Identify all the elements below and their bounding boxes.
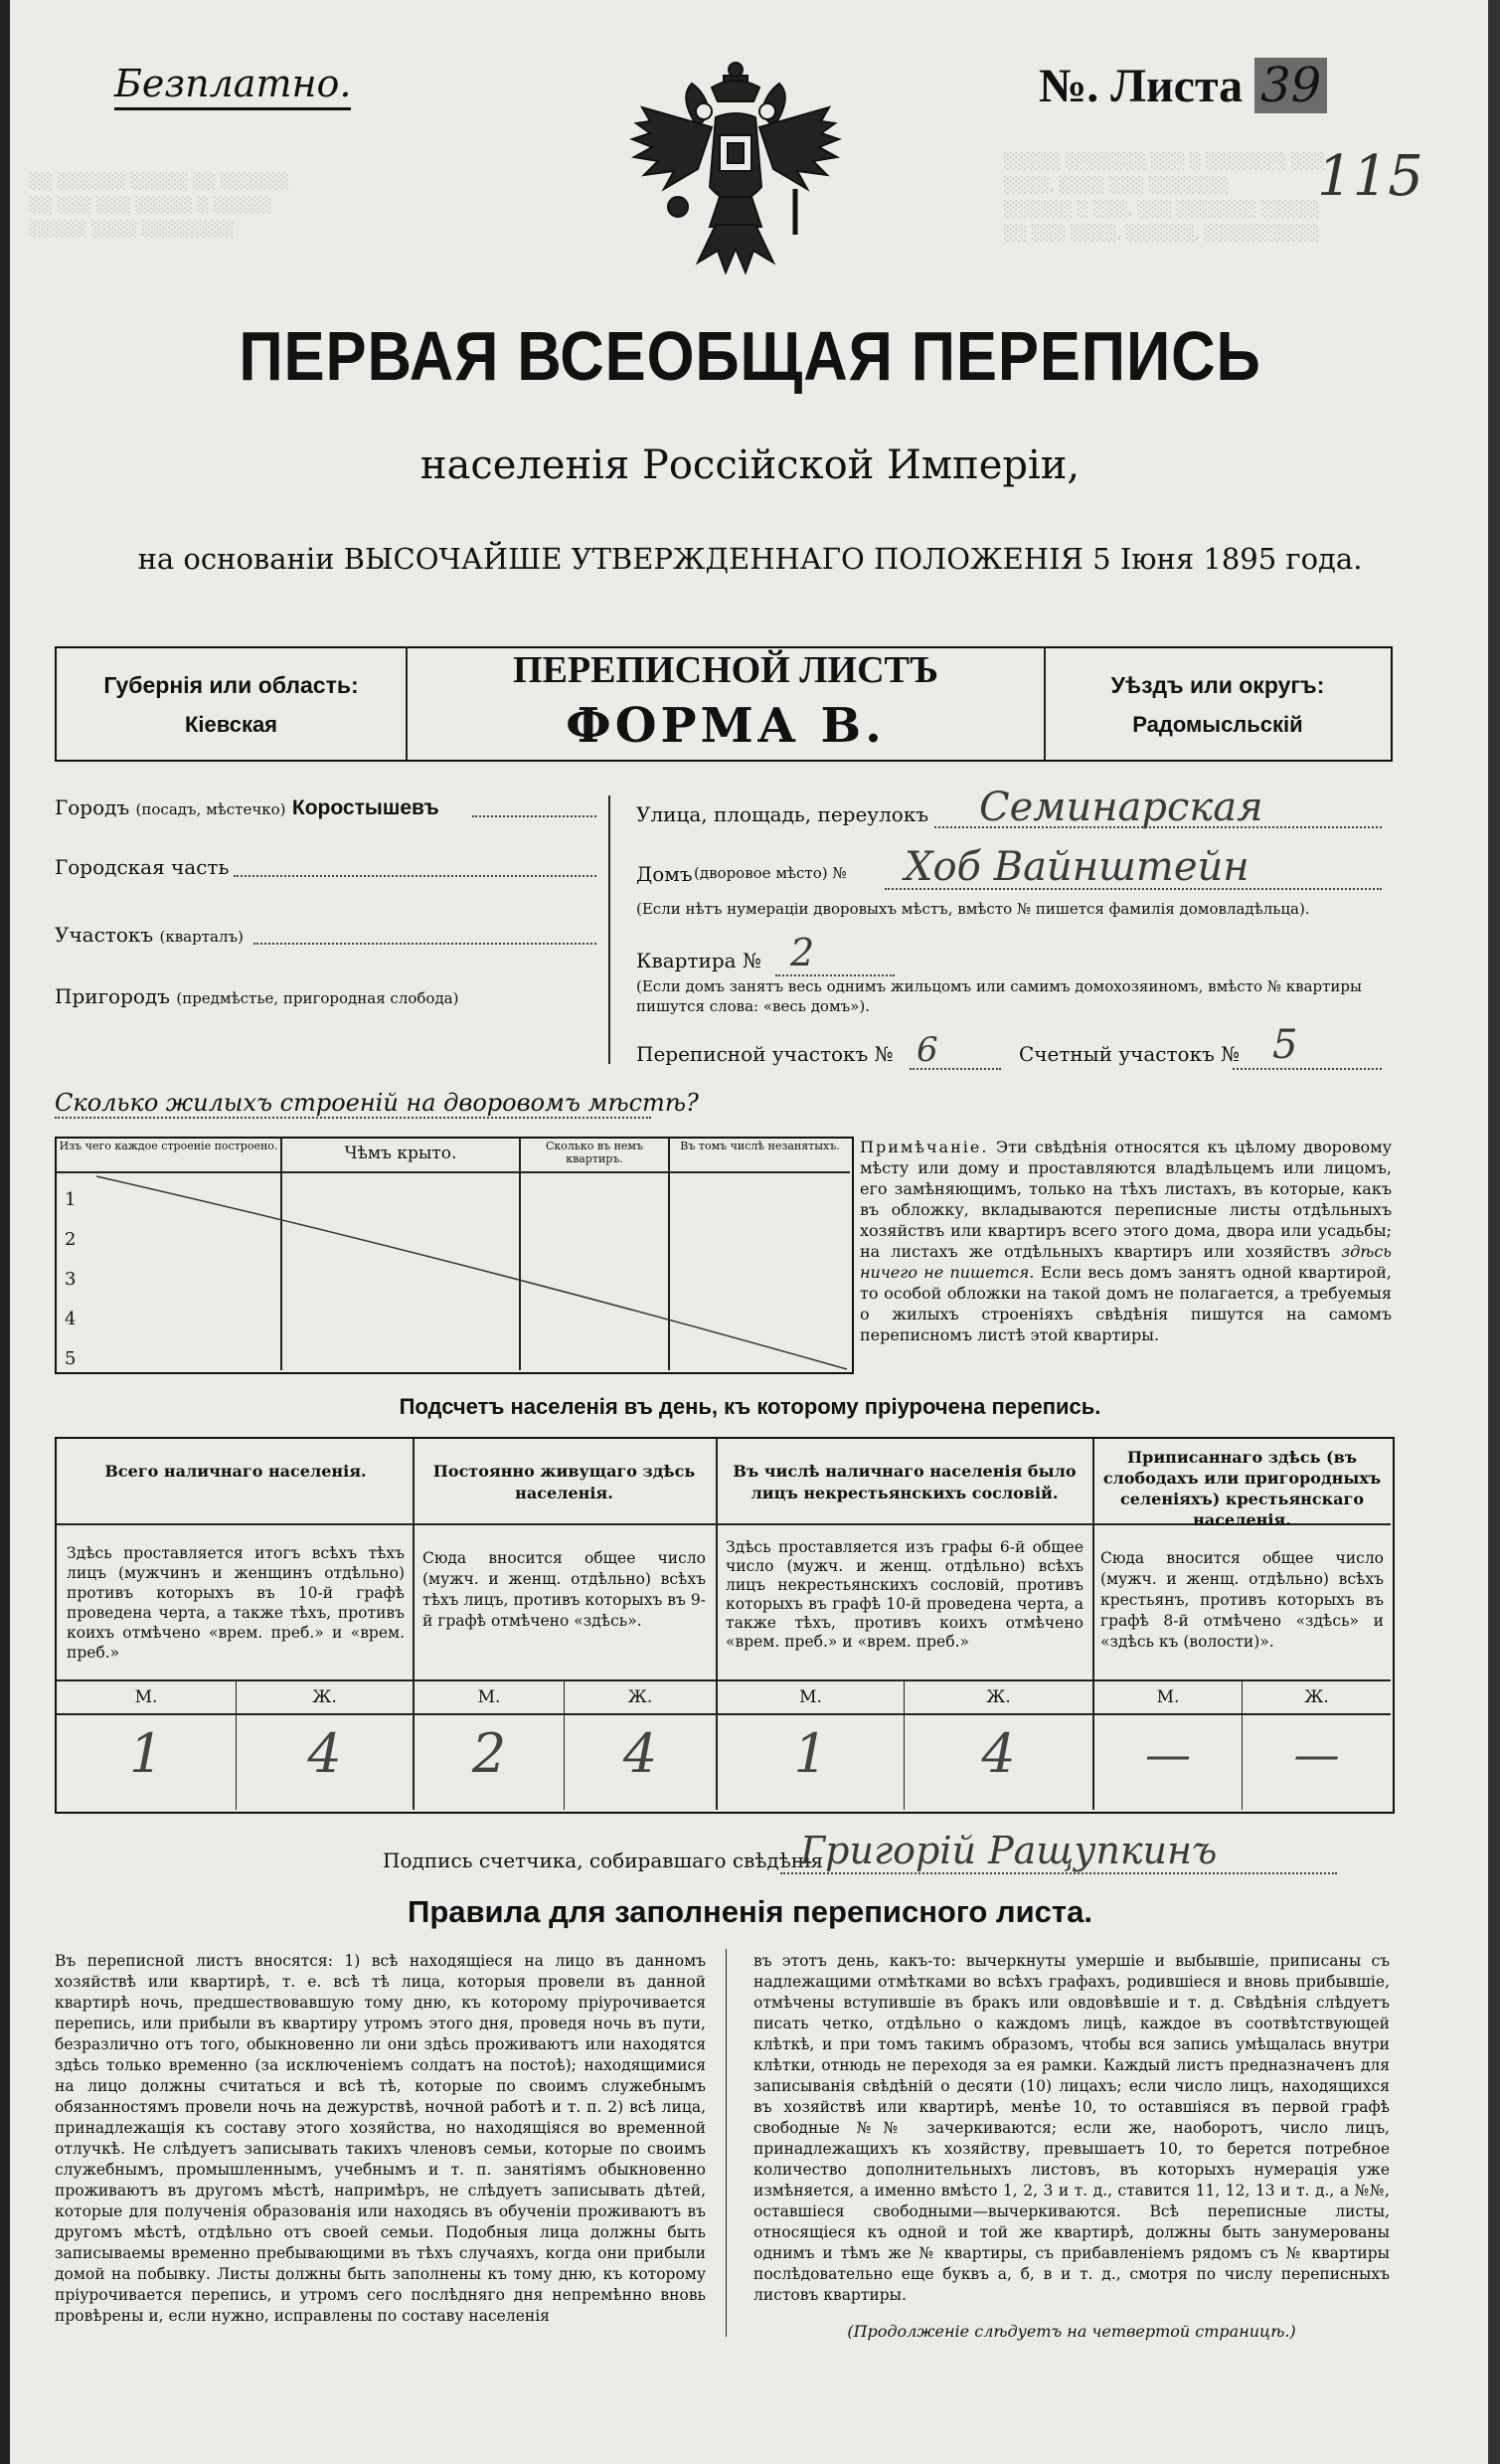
- note-text-italic: здѣсь ничего не пишется.: [860, 1242, 1392, 1282]
- city-row: [55, 795, 596, 820]
- form-title: ПЕРЕПИСНОЙ ЛИСТЪ: [513, 649, 938, 691]
- tally-col3-f-label: Ж.: [986, 1687, 1011, 1707]
- rules-continued-note: (Продолженіе слѣдуетъ на четвертой страницѣ.): [847, 2322, 1296, 2341]
- signature-label: Подпись счетчика, собиравшаго свѣдѣнія: [383, 1848, 824, 1872]
- buildings-table: [55, 1137, 854, 1374]
- census-area-value: 6: [917, 1030, 938, 1070]
- census-area-label: Переписной участокъ №: [636, 1042, 894, 1066]
- free-label: Безплатно.: [114, 62, 351, 110]
- suburb-hint: (предмѣстье, пригородная слобода): [176, 989, 459, 1007]
- imperial-eagle-emblem: [616, 58, 855, 296]
- buildings-row-2: 2: [65, 1229, 77, 1250]
- apartment-note: (Если домъ занятъ весь однимъ жильцомъ или самимъ домохозяиномъ, вмѣсто № квартиры пишутся слова: «весь домъ»).: [636, 977, 1362, 1015]
- bleed-through-right: ░░░░░ ░░░░░░░ ░░░ ░ ░░░░░░░ ░░░ ░░░░, ░░░░ ░░░ ░░░░░░░ ░░░░░░ ░ ░░░, ░░░ ░░░░░░░ ░░░░░ ░░ ░░░ ░░░░, ░░░░░░, ░░░░░░░░░░: [1004, 152, 1326, 242]
- buildings-strike-line: [57, 1139, 852, 1372]
- buildings-row-5: 5: [65, 1348, 77, 1369]
- tally-col1-head: Всего наличнаго населенія.: [104, 1462, 367, 1481]
- rules-left-column: Въ переписной листъ вносятся: 1) всѣ находящіеся на лицо въ данномъ хозяйствѣ или квартирѣ, т. е. всѣ тѣ лица, которыя провели въ данной квартирѣ ночь, предшествовавшую тому дню, къ которому пріурочивается перепись, или прибыли въ квартиру утромъ этого дня, проведя ночь въ пути, безразлично отъ того, обыкновенно ли они здѣсь проживаютъ или находятся здѣсь только временно (за исключеніемъ солдатъ на постоѣ); находящимися на лицо должны считаться и всѣ тѣ, которые по своимъ служебнымъ обязанностямъ провели ночь на дежурствѣ, ночной работѣ и т. п. 2) всѣ лица, принадлежащія къ составу этого хозяйства, но находящіяся во временной отлучкѣ. Не слѣдуетъ записывать такихъ членовъ семьи, которые по своимъ служебнымъ, промышленнымъ, учебнымъ и т. п. занятіямъ обыкновенно проживаютъ въ другомъ мѣстѣ, напримѣръ, не слѣдуетъ записывать дѣтей, которые для полученія образованія или находясь въ обученіи проживаютъ въ другомъ мѣстѣ, отдѣльно отъ своей семьи. Подобныя лица должны быть записываемы временно пребывающими въ тѣхъ случаяхъ, когда они прибыли домой на побывку. Листы должны быть заполнены къ тому дню, къ которому пріурочивается перепись, и утромъ сего послѣдняго дня непремѣнно вновь провѣрены и, если нужно, исправлены по составу населенія: [55, 1952, 706, 2325]
- tally-col1-m-value: 1: [128, 1722, 164, 1785]
- house-label: Домъ: [636, 862, 693, 886]
- tally-col4-m-value: —: [1145, 1727, 1191, 1781]
- house-hint: (дворовое мѣсто) №: [694, 864, 847, 882]
- tally-col2-m-label: М.: [477, 1687, 501, 1707]
- city-value: Коростышевъ: [291, 796, 439, 819]
- sheet-number-label: №. Листа: [1039, 60, 1244, 112]
- sheet-number: [1039, 58, 1327, 113]
- district-label: Уѣздъ или округъ:: [1110, 672, 1325, 698]
- handwritten-sheet-number: 115: [1317, 144, 1423, 209]
- rules-title: Правила для заполненія переписного листа.: [408, 1894, 1092, 1929]
- scan-edge-left: [0, 0, 10, 2464]
- tally-col4-head: Приписаннаго здѣсь (въ слободахъ или пригородныхъ селеніяхъ) крестьянскаго населенія.: [1102, 1448, 1382, 1529]
- city-label: Городъ: [55, 795, 130, 819]
- province-label: Губернія или область:: [103, 672, 359, 698]
- page-subtitle: населенія Россійской Имперіи,: [419, 442, 1081, 488]
- sheet-number-value: 39: [1254, 58, 1327, 113]
- city-part-label: Городская часть: [55, 855, 230, 879]
- tally-col2-f-value: 4: [622, 1722, 658, 1785]
- buildings-row-3: 3: [65, 1269, 77, 1290]
- signature-value: Григорій Ращупкинъ: [800, 1829, 1218, 1872]
- apartment-value: 2: [790, 931, 815, 974]
- areas-row: [636, 1022, 1392, 1078]
- tally-col1-f-value: 4: [307, 1722, 342, 1785]
- buildings-col-apartments: Сколько въ немъ квартиръ.: [546, 1140, 643, 1165]
- counting-area-label: Счетный участокъ №: [1019, 1042, 1241, 1066]
- tally-col2-m-value: 2: [471, 1722, 507, 1785]
- signature-row: [383, 1829, 1387, 1884]
- tally-table: [55, 1437, 1395, 1814]
- counting-area-value: 5: [1272, 1022, 1298, 1068]
- buildings-col-material: Изъ чего каждое строеніе построено.: [59, 1140, 278, 1152]
- tally-col2-head: Постоянно живущаго здѣсь населенія.: [432, 1462, 696, 1502]
- buildings-row-1: 1: [65, 1189, 77, 1210]
- scan-edge-right: [1488, 0, 1500, 2464]
- buildings-question: Сколько жилыхъ строеній на дворовомъ мѣстѣ?: [55, 1089, 699, 1117]
- tally-col4-m-label: М.: [1156, 1687, 1180, 1707]
- buildings-row-4: 4: [65, 1309, 77, 1329]
- apartment-row: [636, 931, 1392, 978]
- precinct-label: Участокъ: [55, 923, 154, 947]
- tally-col3-head: Въ числѣ наличнаго населенія было лицъ некрестьянскихъ сословій.: [733, 1462, 1077, 1502]
- buildings-col-vacant: Въ томъ числѣ незанятыхъ.: [680, 1140, 840, 1152]
- tally-col1-m-label: М.: [134, 1687, 158, 1707]
- city-part-row: [55, 855, 596, 879]
- buildings-col-roof: Чѣмъ крыто.: [344, 1144, 457, 1163]
- tally-col4-f-label: Ж.: [1304, 1687, 1329, 1707]
- suburb-label: Пригородъ: [55, 984, 170, 1008]
- tally-col4-f-value: —: [1293, 1727, 1340, 1781]
- street-label: Улица, площадь, переулокъ: [636, 802, 929, 826]
- bleed-through-bottom: [99, 2381, 1392, 2441]
- rules-right-column: въ этотъ день, какъ-то: вычеркнуты умершіе и выбывшіе, приписаны съ надлежащими отмѣтками во всѣхъ графахъ, родившіеся и вновь прибывшіе, отмѣчены вступившіе въ бракъ или овдовѣвшіе и т. д. Свѣдѣнія слѣдуетъ писать четко, отдѣльно о каждомъ лицѣ, каждое въ соотвѣтствующей клѣткѣ, и при томъ такимъ образомъ, чтобы вся запись умѣщалась внутри клѣтки, отнюдь не переходя за ея рамки. Каждый листъ предназначенъ для записыванія свѣдѣній о десяти (10) лицахъ; если число лицъ, находящихся въ хозяйствѣ или квартирѣ, менѣе 10, то оставшіяся въ первой графѣ свободные №№ зачеркиваются; если же, наоборотъ, число лицъ, принадлежащихъ къ хозяйству, превышаетъ 10, то берется потребное количество дополнительныхъ листовъ, въ которыхъ нумерація уже измѣняется, а именно вмѣсто 1, 2, 3 и т. д., ставится 11, 12, 13 и т. д., а №№, оставшіеся свободными—вычеркиваются. Всѣ переписные листы, относящіеся къ одной и той же квартирѣ, должны быть занумерованы однимъ и тѣмъ же № квартиры, съ прибавленіемъ рядомъ съ № квартиры послѣдовательно еще буквъ а, б, в и т. д., смотря по числу переписныхъ листовъ квартиры.: [753, 1952, 1390, 2304]
- tally-col1-desc: Здѣсь проставляется итогъ всѣхъ тѣхъ лицъ (мужчинъ и женщинъ отдѣльно) противъ которыхъ въ 10-й графѣ проведена черта, а также тѣхъ, противъ коихъ отмѣчено «врем. преб.» и «врем. преб.»: [67, 1544, 405, 1662]
- tally-col3-f-value: 4: [981, 1722, 1016, 1785]
- city-hint: (посадъ, мѣстечко): [135, 800, 286, 818]
- suburb-row: [55, 984, 596, 1008]
- house-row: [636, 844, 1392, 894]
- page-basis: на основаніи ВЫСОЧАЙШЕ УТВЕРЖДЕННАГО ПОЛОЖЕНІЯ 5 Іюня 1895 года.: [137, 542, 1363, 576]
- apartment-label: Квартира №: [636, 949, 761, 972]
- precinct-hint: (кварталъ): [159, 928, 244, 946]
- tally-col2-desc: Сюда вносится общее число (мужч. и женщ. отдѣльно) всѣхъ тѣхъ лицъ, противъ которыхъ въ 9-й графѣ отмѣчено «здѣсь».: [422, 1549, 706, 1630]
- house-value: Хоб Вайнштейн: [905, 844, 1250, 890]
- note-lead: Примѣчаніе.: [860, 1138, 989, 1156]
- page-title: ПЕРВАЯ ВСЕОБЩАЯ ПЕРЕПИСЬ: [239, 317, 1261, 395]
- street-row: [636, 785, 1392, 830]
- province-value: Кіевская: [184, 712, 278, 737]
- tally-col3-desc: Здѣсь проставляется изъ графы 6-й общее число (мужч. и женщ. отдѣльно) всѣхъ лицъ некрестьянскихъ сословій, противъ которыхъ въ графѣ 10-й проведена черта, а также тѣхъ, противъ коихъ отмѣчено «врем. преб.» и «врем. преб.»: [726, 1538, 1083, 1651]
- note-text-b: Если весь домъ занятъ одной квартирой, то особой обложки на такой домъ не полагается, а требуемыя о жилыхъ строеніяхъ свѣдѣнія пишутся на самомъ переписномъ листѣ этой квартиры.: [860, 1263, 1392, 1344]
- tally-col2-f-label: Ж.: [627, 1687, 653, 1707]
- tally-col4-desc: Сюда вносится общее число (мужч. и женщ. отдѣльно) всѣхъ крестьянъ, противъ которыхъ въ графѣ 8-й отмѣчено «здѣсь» и «здѣсь къ (волости)».: [1100, 1549, 1384, 1651]
- tally-title: Подсчетъ населенія въ день, къ которому пріурочена перепись.: [399, 1394, 1101, 1419]
- bleed-through-left: ░░ ░░░░░░ ░░░░░ ░░ ░░░░░░ ░░ ░░░ ░░░ ░░░░░ ░ ░░░░░ ░░░░░ ░░░░ ░░░░░░░░: [30, 172, 290, 238]
- house-note: (Если нѣтъ нумераціи дворовыхъ мѣстъ, вмѣсто № пишется фамилія домовладѣльца).: [636, 900, 1310, 918]
- street-value: Семинарская: [979, 785, 1263, 830]
- note-text-a: Эти свѣдѣнія относятся къ цѣлому дворовому мѣсту или дому и проставляются владѣльцемъ или лицомъ, его замѣняющимъ, только на тѣхъ листахъ, въ которые, какъ въ обложку, вкладываются переписные листы отдѣльныхъ хозяйствъ или квартиръ всего этого дома, двора или усадьбы; на листахъ же отдѣльныхъ квартиръ или хозяйствъ: [860, 1138, 1393, 1261]
- precinct-row: [55, 923, 596, 947]
- form-type: ФОРМА В.: [566, 698, 886, 754]
- tally-col1-f-label: Ж.: [312, 1687, 337, 1707]
- tally-col3-m-value: 1: [793, 1722, 828, 1785]
- district-value: Радомысльскій: [1132, 712, 1303, 737]
- buildings-note: [860, 1137, 1392, 1345]
- tally-col3-m-label: М.: [799, 1687, 822, 1707]
